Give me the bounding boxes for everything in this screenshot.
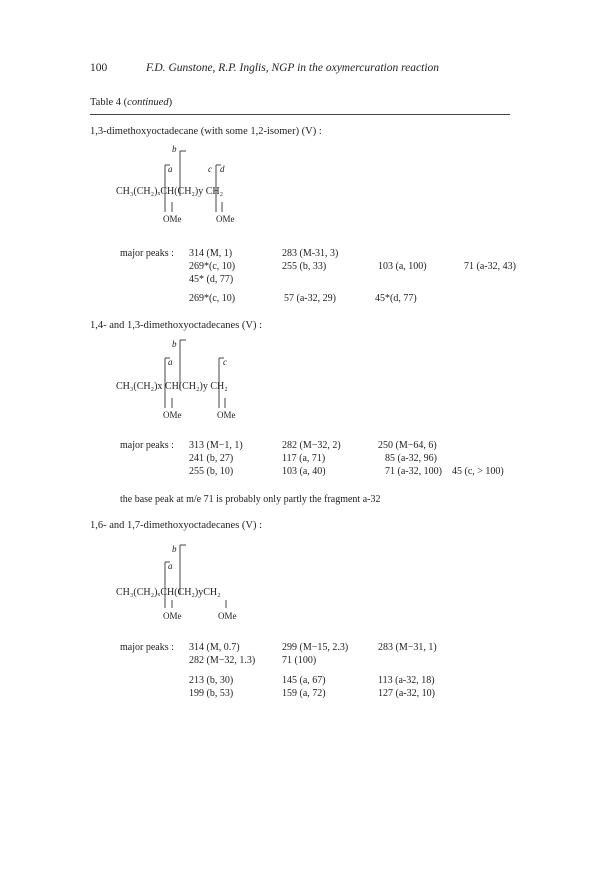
section-2-peak: 117 (a, 71) [282, 453, 326, 464]
section-3-peak: 113 (a-32, 18) [378, 675, 435, 686]
section-1-peak: 255 (b, 33) [282, 261, 327, 272]
section-2-ome-1: OMe [163, 410, 182, 420]
section-3-peak: 282 (M−32, 1.3) [189, 655, 256, 666]
section-2-peaks-label: major peaks : [120, 440, 174, 451]
section-2-peak: 241 (b, 27) [189, 453, 234, 464]
section-3-peak: 314 (M, 0.7) [189, 642, 240, 653]
section-2-peak: 313 (M−1, 1) [189, 440, 243, 451]
section-1-peak: 269*(c, 10) [189, 261, 236, 272]
section-1-peaks-label: major peaks : [120, 248, 174, 259]
section-1-ome-2: OMe [216, 214, 235, 224]
section-3-peak: 299 (M−15, 2.3) [282, 642, 349, 653]
section-3-label-a: a [168, 561, 173, 571]
section-1-peak: 269*(c, 10) [189, 293, 236, 304]
section-3-peaks-label: major peaks : [120, 642, 174, 653]
section-3-peak: 71 (100) [282, 655, 317, 666]
section-3-peak: 145 (a, 67) [282, 675, 326, 686]
section-3-peak: 199 (b, 53) [189, 688, 234, 699]
section-1-peak: 57 (a-32, 29) [284, 293, 336, 304]
section-1-peak: 314 (M, 1) [189, 248, 233, 259]
section-2-peak: 255 (b, 10) [189, 466, 234, 477]
section-1-label-b: b [172, 144, 177, 154]
section-2-peak: 103 (a, 40) [282, 466, 326, 477]
section-1-formula: CH₃(CH₂)ₓCH(CH₂)y CH₂ [116, 186, 224, 197]
section-2-label-b: b [172, 339, 177, 349]
section-2-peak: 71 (a-32, 100) [385, 466, 442, 477]
section-1-peak: 71 (a-32, 43) [464, 261, 516, 272]
section-1-ome-1: OMe [163, 214, 182, 224]
section-3-ome-2: OMe [218, 611, 237, 621]
caption-prefix: Table 4 ( [90, 97, 128, 108]
section-3-peak: 159 (a, 72) [282, 688, 326, 699]
page-number: 100 [90, 62, 108, 74]
section-2-peak: 250 (M−64, 6) [378, 440, 437, 451]
section-3-ome-1: OMe [163, 611, 182, 621]
section-1-peak: 283 (M-31, 3) [282, 248, 339, 259]
running-head: F.D. Gunstone, R.P. Inglis, NGP in the oxymercuration reaction [146, 62, 440, 74]
section-3-label-b: b [172, 544, 177, 554]
caption-continued: continued [127, 97, 169, 108]
section-3-formula: CH₃(CH₂)ₓCH(CH₂)yCH₂ [116, 587, 221, 598]
section-1-peak: 103 (a, 100) [378, 261, 427, 272]
section-1-heading: 1,3-dimethoxyoctadecane (with some 1,2-isomer) (V) : [90, 126, 322, 137]
section-2-peak: 85 (a-32, 96) [385, 453, 437, 464]
section-2-peak: 282 (M−32, 2) [282, 440, 341, 451]
section-2-note: the base peak at m/e 71 is probably only partly the fragment a-32 [120, 494, 381, 505]
section-1-peak: 45*(d, 77) [375, 293, 417, 304]
section-1-label-d: d [220, 164, 225, 174]
section-3-peak: 127 (a-32, 10) [378, 688, 435, 699]
section-3-peak: 213 (b, 30) [189, 675, 234, 686]
section-2-ome-2: OMe [217, 410, 236, 420]
section-1-peak: 45* (d, 77) [189, 274, 234, 285]
section-2-heading: 1,4- and 1,3-dimethoxyoctadecanes (V) : [90, 320, 263, 331]
section-3-peak: 283 (M−31, 1) [378, 642, 437, 653]
section-2-peak: 45 (c, > 100) [452, 466, 504, 477]
section-1-label-c: c [208, 164, 212, 174]
section-2-formula: CH₃(CH₂)x CH(CH₂)y CH₂ [116, 381, 228, 392]
section-3-heading: 1,6- and 1,7-dimethoxyoctadecanes (V) : [90, 520, 263, 531]
caption-suffix: ) [168, 97, 173, 108]
section-2-label-c: c [223, 357, 227, 367]
section-2-label-a: a [168, 357, 173, 367]
section-1-label-a: a [168, 164, 173, 174]
